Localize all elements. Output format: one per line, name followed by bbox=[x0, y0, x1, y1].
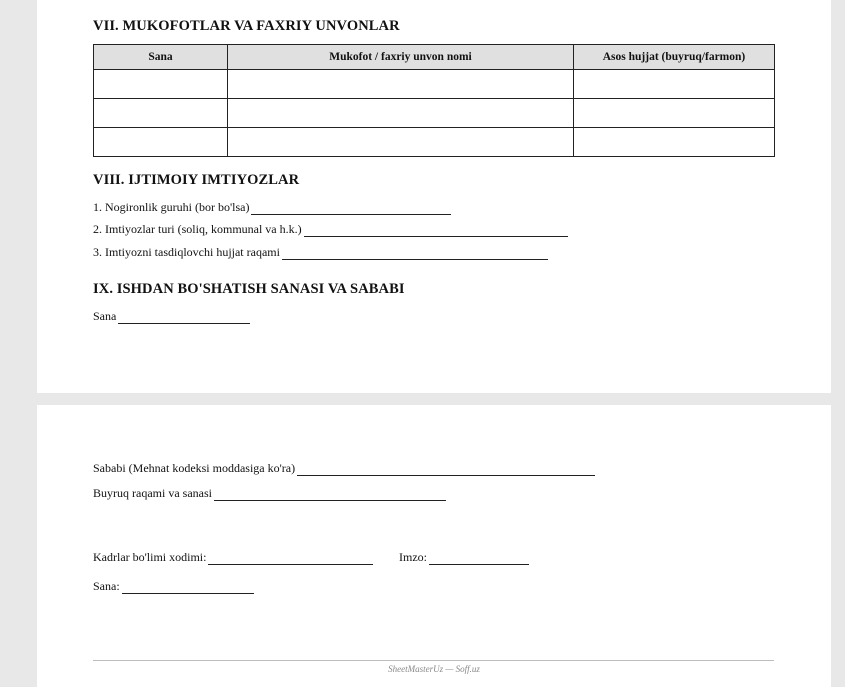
hr-officer-label: Kadrlar bo'limi xodimi: bbox=[93, 550, 207, 564]
table-cell[interactable] bbox=[94, 70, 228, 99]
benefit-document-field[interactable] bbox=[282, 247, 548, 260]
benefit-type-field[interactable] bbox=[304, 224, 568, 237]
dismissal-date-line bbox=[93, 309, 250, 324]
column-header-award-name: Mukofot / faxriy unvon nomi bbox=[228, 45, 574, 70]
hr-officer-field[interactable] bbox=[208, 552, 373, 565]
dismissal-reason-label: Sababi (Mehnat kodeksi moddasiga ko'ra) bbox=[93, 461, 296, 475]
disability-group-line bbox=[93, 200, 451, 215]
benefit-type-label: 2. Imtiyozlar turi (soliq, kommunal va h.k.) bbox=[93, 222, 302, 236]
table-cell[interactable] bbox=[94, 99, 228, 128]
benefit-document-line bbox=[93, 245, 548, 260]
footer-divider bbox=[93, 660, 774, 661]
dismissal-date-label: Sana bbox=[93, 309, 117, 323]
final-date-label: Sana: bbox=[93, 579, 120, 593]
table-cell[interactable] bbox=[574, 128, 775, 157]
disability-group-field[interactable] bbox=[251, 202, 451, 215]
document-page-1 bbox=[37, 0, 831, 393]
final-date-field[interactable] bbox=[122, 581, 254, 594]
order-number-line bbox=[93, 486, 446, 501]
table-header-row bbox=[94, 45, 775, 70]
awards-table bbox=[93, 44, 775, 157]
table-row bbox=[94, 99, 775, 128]
dismissal-reason-line bbox=[93, 461, 595, 476]
table-cell[interactable] bbox=[228, 70, 574, 99]
signature-line bbox=[399, 550, 529, 565]
column-header-basis-document: Asos hujjat (buyruq/farmon) bbox=[574, 45, 775, 70]
benefit-document-label: 3. Imtiyozni tasdiqlovchi hujjat raqami bbox=[93, 245, 280, 259]
dismissal-reason-field[interactable] bbox=[297, 463, 595, 476]
table-cell[interactable] bbox=[574, 70, 775, 99]
dismissal-date-field[interactable] bbox=[118, 311, 250, 324]
final-date-line bbox=[93, 579, 254, 594]
signature-label: Imzo: bbox=[399, 550, 427, 564]
order-number-field[interactable] bbox=[214, 488, 446, 501]
column-header-date: Sana bbox=[94, 45, 228, 70]
table-cell[interactable] bbox=[94, 128, 228, 157]
order-number-label: Buyruq raqami va sanasi bbox=[93, 486, 212, 500]
benefit-type-line bbox=[93, 222, 568, 237]
table-row bbox=[94, 70, 775, 99]
signature-field[interactable] bbox=[429, 552, 529, 565]
document-page-2 bbox=[37, 405, 831, 687]
table-cell[interactable] bbox=[574, 99, 775, 128]
page-footer: SheetMasterUz — Soff.uz bbox=[388, 664, 480, 674]
section-9-title: IX. ISHDAN BO'SHATISH SANASI VA SABABI bbox=[93, 281, 405, 297]
table-row bbox=[94, 128, 775, 157]
table-cell[interactable] bbox=[228, 99, 574, 128]
section-8-title: VIII. IJTIMOIY IMTIYOZLAR bbox=[93, 172, 300, 188]
disability-group-label: 1. Nogironlik guruhi (bor bo'lsa) bbox=[93, 200, 250, 214]
hr-officer-line bbox=[93, 550, 373, 565]
section-7-title: VII. MUKOFOTLAR VA FAXRIY UNVONLAR bbox=[93, 18, 400, 34]
table-cell[interactable] bbox=[228, 128, 574, 157]
